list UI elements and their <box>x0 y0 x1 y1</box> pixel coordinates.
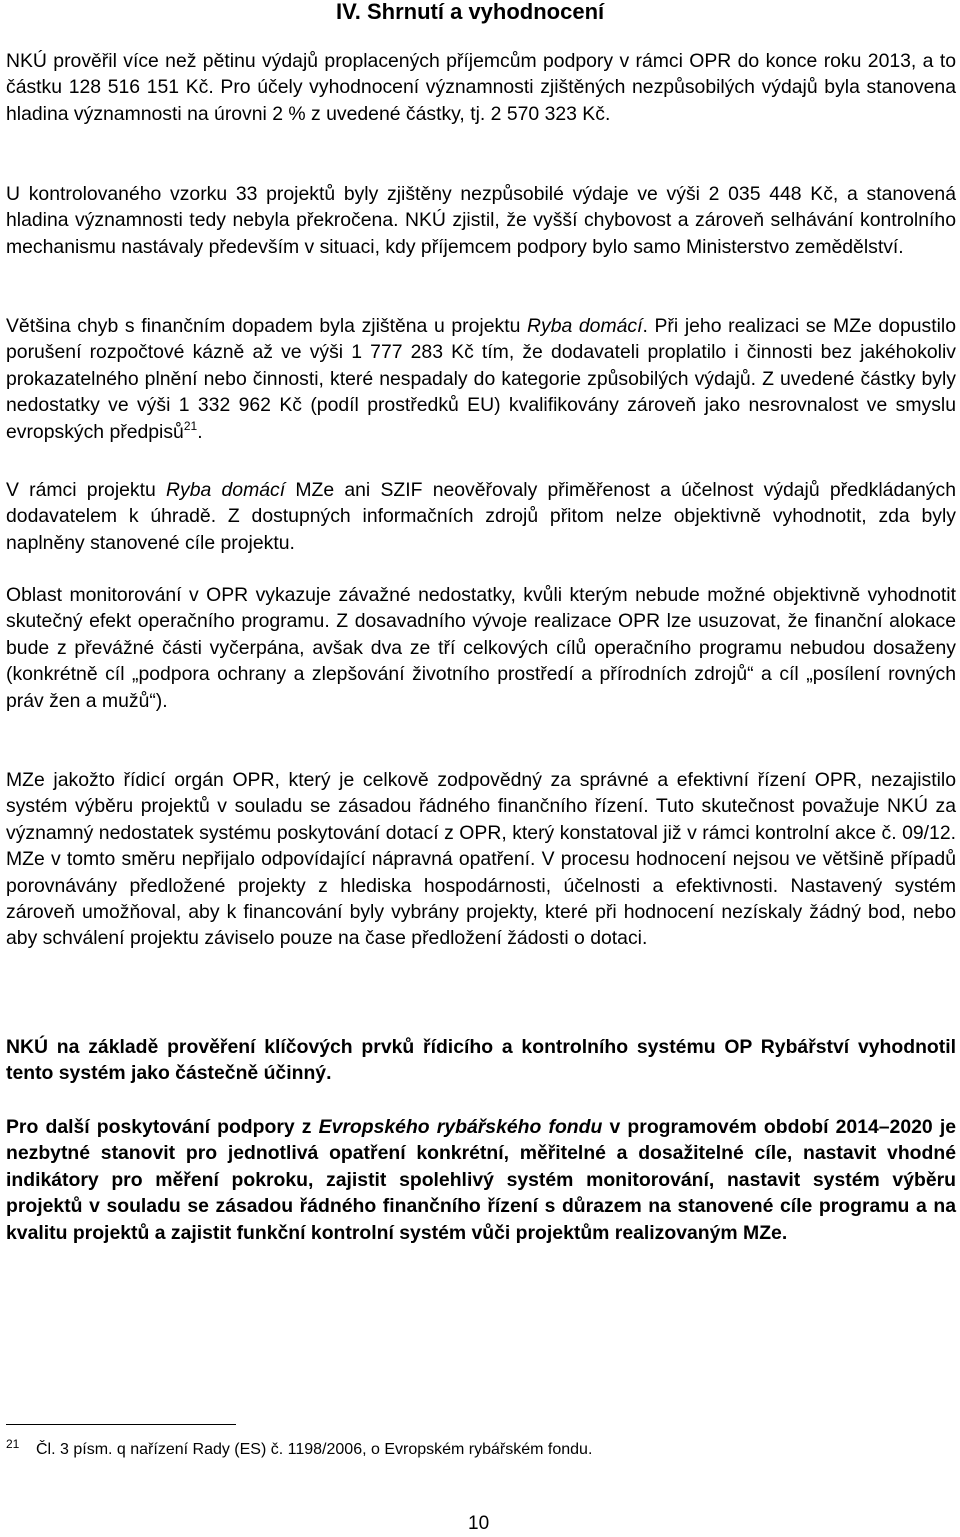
paragraph-monitoring: Oblast monitorování v OPR vykazuje závažné nedostatky, kvůli kterým nebude možné objektivně vyhodnotit skutečný efekt operačního programu. Z dosavadního vývoje realizace OPR lze usuzovat, že finanční alokace bude z převážné části vyčerpána, avšak dva ze tří celkových cílů operačního programu nebudou dosaženy (konkrétně cíl „podpora ochrany a zlepšování životního prostředí a přírodních zdrojů“ a cíl „posílení rovných práv žen a mužů“). <box>6 584 956 712</box>
fund-name: Evropského rybářského fondu <box>318 1116 603 1138</box>
project-name: Ryba domácí <box>527 315 643 337</box>
paragraph-expenditure-check: V rámci projektu Ryba domácí MZe ani SZIF neověřovaly přiměřenost a účelnost výdajů předkládaných dodavatelem k úhradě. Z dostupných informačních zdrojů přitom nelze objektivně vyhodnotit, zda byly naplněny stanovené cíle projektu. <box>6 479 956 554</box>
paragraph-conclusion: NKÚ na základě prověření klíčových prvků řídicího a kontrolního systému OP Rybářství vyhodnotil tento systém jako částečně účinný. <box>6 1036 956 1085</box>
paragraph-sample-findings: U kontrolovaného vzorku 33 projektů byly zjištěny nezpůsobilé výdaje ve výši 2 035 448 Kč, a stanovená hladina významnosti tedy nebyla překročena. NKÚ zjistil, že vyšší chybovost a zároveň selhávání kontrolního mechanismu nastávaly především v situaci, kdy příjemcem podpory bylo samo Ministerstvo zemědělství. <box>6 183 956 258</box>
footnote-divider <box>6 1424 236 1425</box>
section-heading: IV. Shrnutí a vyhodnocení <box>336 0 605 24</box>
paragraph-ryba-domaci-errors: Většina chyb s finančním dopadem byla zjištěna u projektu Ryba domácí. Při jeho realizaci se MZe dopustilo porušení rozpočtové kázně až ve výši 1 777 283 Kč tím, že dodavateli proplatilo i činnosti bez jakéhokoliv prokazatelného plnění nebo činnosti, které nespadaly do kategorie způsobilých výdajů. Z uvedené částky byly nedostatky ve výši 1 332 962 Kč (podíl prostředků EU) kvalifikovány zároveň jako nesrovnalost ve smyslu evropských předpisů$^{21}$. <box>6 315 957 443</box>
footnote-text: Čl. 3 písm. q nařízení Rady (ES) č. 1198/2006, o Evropském rybářském fondu. <box>36 1441 593 1458</box>
paragraph-sample-scope: NKÚ prověřil více než pětinu výdajů proplacených příjemcům podpory v rámci OPR do konce roku 2013, a to částku 128 516 151 Kč. Pro účely vyhodnocení významnosti zjištěných nezpůsobilých výdajů byla stanovena hladina významnosti na úrovni 2 % z uvedené částky, tj. 2 570 323 Kč. <box>6 50 956 125</box>
paragraph-managing-authority: MZe jakožto řídicí orgán OPR, který je celkově zodpovědný za správné a efektivní řízení OPR, nezajistilo systém výběru projektů v souladu se zásadou řádného finančního řízení. Tuto skutečnost považuje NKÚ za významný nedostatek systému poskytování dotací z OPR, který konstatoval již v rámci kontrolní akce č. 09/12. MZe v tomto směru nepřijalo odpovídající nápravná opatření. V procesu hodnocení nejsou ve většině případů porovnávány předložené projekty z hlediska hospodárnosti, účelnosti a efektivnosti. Nastavený systém zároveň umožňoval, aby k financování byly vybrány projekty, které při hodnocení nezískaly žádný bod, nebo aby schválení projektu záviselo pouze na čase předložení žádosti o dotaci. <box>6 769 956 950</box>
paragraph-recommendation: Pro další poskytování podpory z Evropského rybářského fondu v programovém období 2014–2020 je nezbytné stanovit pro jednotlivá opatření konkrétní, měřitelné a dosažitelné cíle, nastavit vhodné indikátory pro měření pokroku, zajistit spolehlivý systém monitorování, nastavit systém výběru projektů v souladu se zásadou řádného finančního řízení s důrazem na stanovené cíle programu a na kvalitu projektů a zajistit funkční kontrolní systém vůči projektům realizovaným MZe. <box>6 1116 957 1244</box>
footnote-ref: 21 <box>183 418 198 433</box>
page-number: 10 <box>468 1513 490 1534</box>
project-name: Ryba domácí <box>166 479 286 501</box>
footnote-number: 21 <box>6 1437 20 1451</box>
